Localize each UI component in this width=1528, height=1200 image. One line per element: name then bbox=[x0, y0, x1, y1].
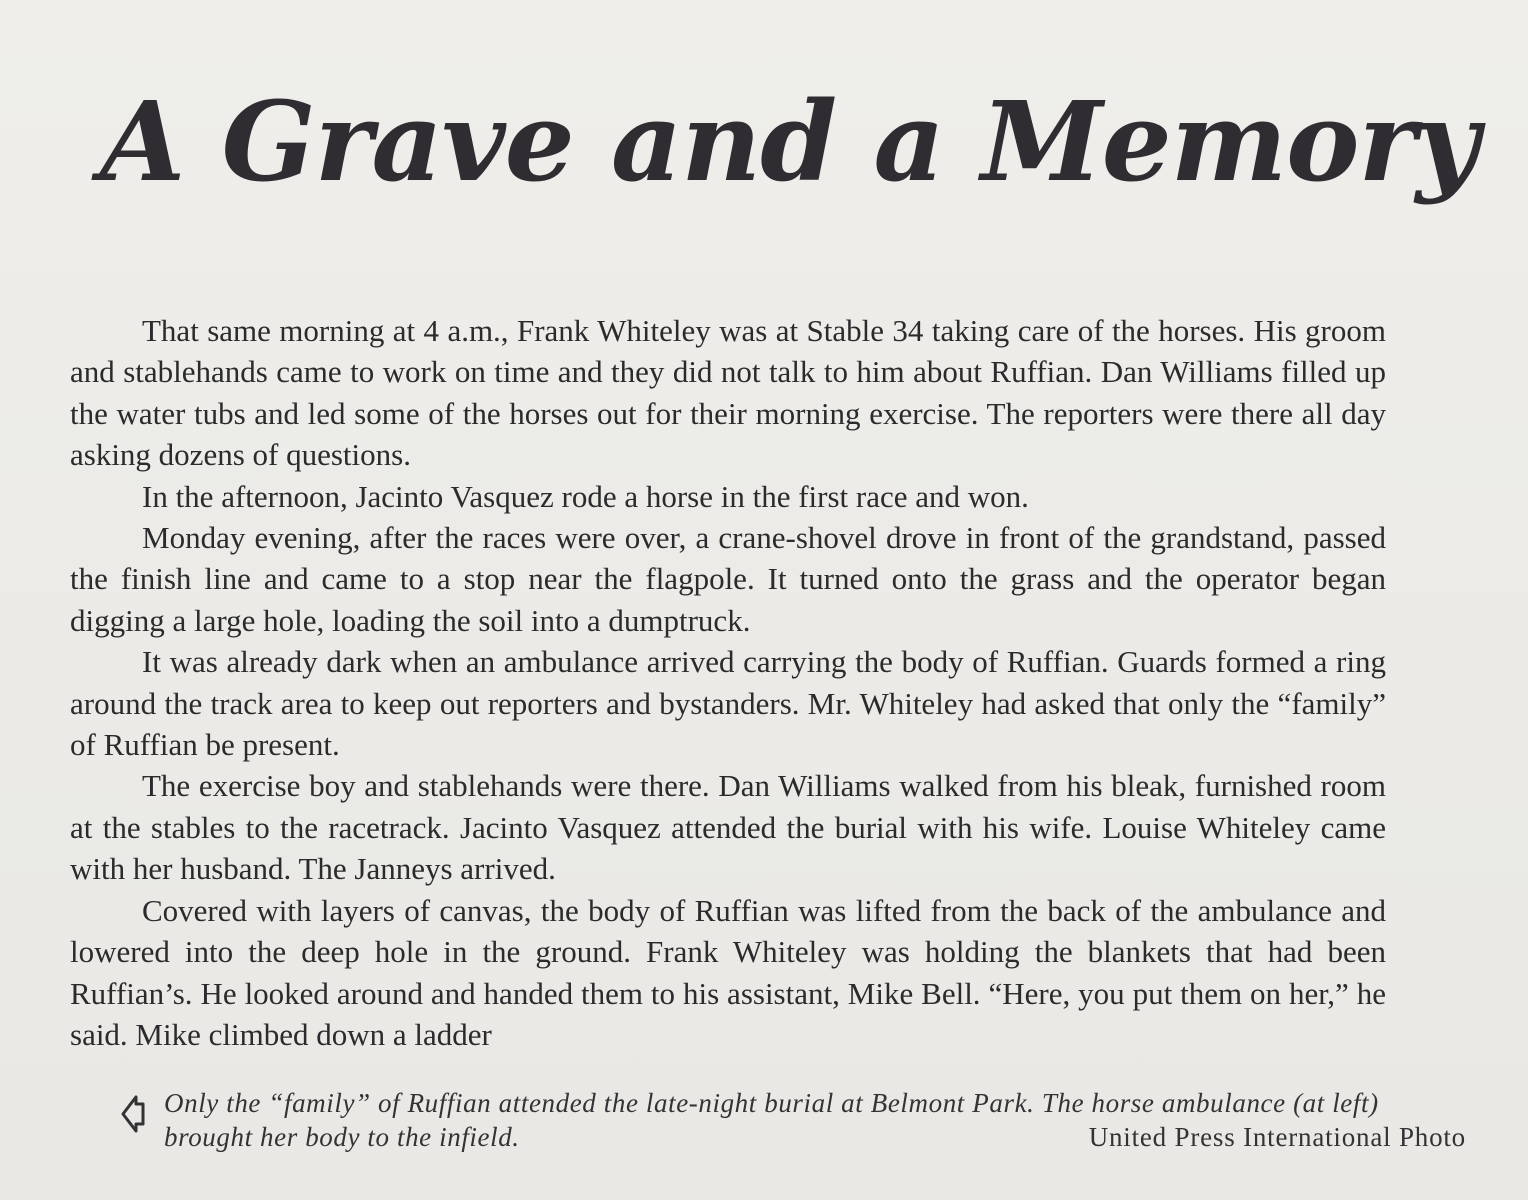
photo-credit: United Press International Photo bbox=[1088, 1122, 1466, 1152]
paragraph-4: It was already dark when an ambulance arrived carrying the body of Ruffian. Guards formed a ring around the track area to keep out reporters and bystanders. Mr. Whiteley had asked that only the “family” of Ruffian be present. bbox=[70, 644, 1386, 763]
paragraph-5: The exercise boy and stablehands were there. Dan Williams walked from his bleak, furnished room at the stables to the racetrack. Jacinto Vasquez attended the burial with his wife. Louise Whiteley came with her husband. The Janneys arrived. bbox=[70, 768, 1386, 887]
paragraph-1: That same morning at 4 a.m., Frank Whiteley was at Stable 34 taking care of the horses. His groom and stablehands came to work on time and they did not talk to him about Ruffian. Dan Williams filled up the water tubs and led some of the horses out for their morning exercise. The reporters were there all day asking dozens of questions. bbox=[70, 313, 1386, 473]
caption-text: Only the “family” of Ruffian attended the late-night burial at Belmont Park. The horse ambulance (at left) brought her body to the infield. bbox=[164, 1088, 1379, 1152]
paragraph-6: Covered with layers of canvas, the body of Ruffian was lifted from the back of the ambulance and lowered into the deep hole in the ground. Frank Whiteley was holding the blankets that had been Ruffian’s. He looked around and handed them to his assistant, Mike Bell. “Here, you put them on her,” he said. Mike climbed down a ladder bbox=[70, 892, 1386, 1052]
chapter-title: A Grave and a Memory bbox=[100, 77, 1479, 206]
paragraph-2: In the afternoon, Jacinto Vasquez rode a horse in the first race and won. bbox=[142, 478, 1029, 514]
paragraph-3: Monday evening, after the races were over, a crane-shovel drove in front of the grandstand, passed the finish line and came to a stop near the flagpole. It turned onto the grass and the operator began digging a large hole, loading the soil into a dumptruck. bbox=[70, 520, 1386, 638]
article-body bbox=[70, 310, 1386, 1055]
left-arrow-icon bbox=[120, 1094, 146, 1134]
photo-caption bbox=[120, 1086, 1466, 1166]
